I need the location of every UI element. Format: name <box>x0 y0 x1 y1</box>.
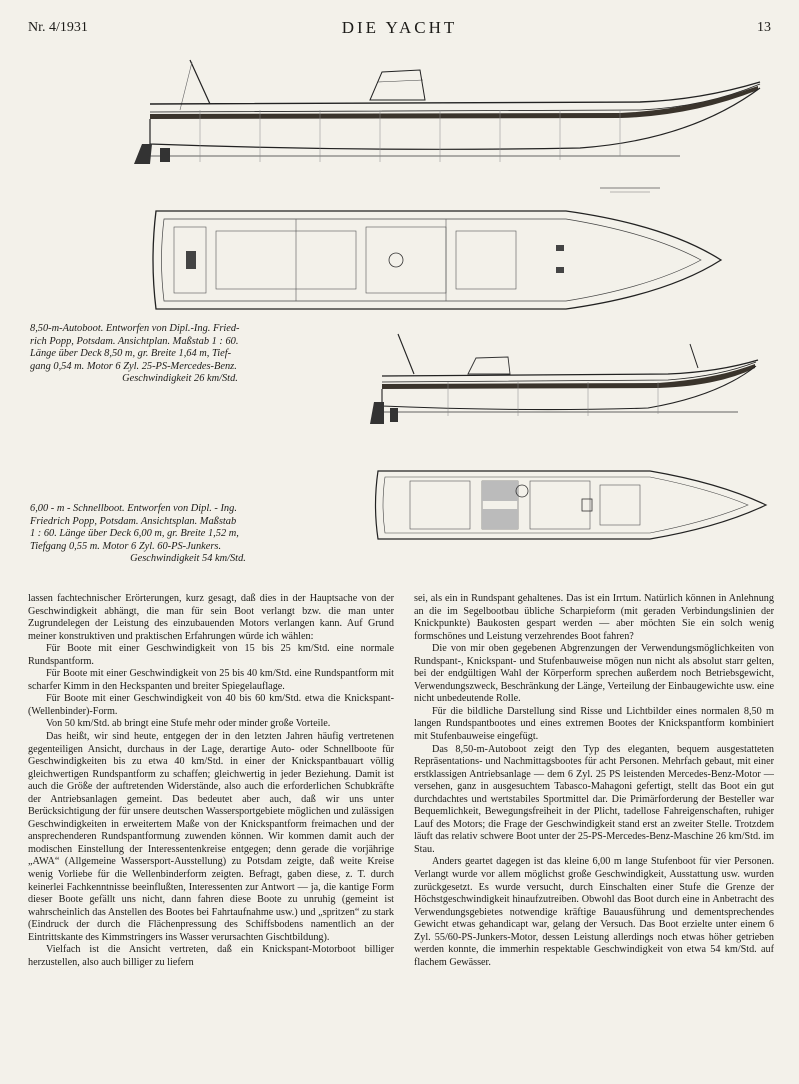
issue-number: Nr. 4/1931 <box>28 20 88 35</box>
article-column-right <box>414 593 774 969</box>
caption-line: Tiefgang 0,55 m. Motor 6 Zyl. 60-PS-Junkers. <box>30 540 222 552</box>
page-number: 13 <box>757 20 771 35</box>
paragraph: lassen fachtechnischer Erörterungen, kurz gesagt, daß dies in der Hauptsache von der Geschwindigkeit abhängt, die man für sein Boot verlangt bzw. die man unter Zugrundelegen der Leistung des einzubauenden Motors verlangen kann. Auf Grund meiner konstruktiven und praktischen Erfahrungen würde ich wählen: <box>28 593 394 642</box>
boat2-caption <box>30 503 346 566</box>
caption-line: rich Popp, Potsdam. Ansichtplan. Maßstab 1 : 60. <box>30 335 239 347</box>
paragraph: Das 8,50-m-Autoboot zeigt den Typ des eleganten, bequem ausgestatteten Repräsentations- und Nachmittagsbootes für acht Personen. Mehrfach gebaut, mit einer erstklassigen Antriebsanlage — dem 6 Zyl. 25 PS leistenden Mercedes-Benz-Motor — versehen, ganz in ausgesuchtem Tabasco-Mahagoni gefertigt, stellt das Boot ein gut durchdachtes und wertstabiles Sportmittel dar. Die Primärforderung der Besteller war Bequemlichkeit, Bewegungsfreiheit in der Plicht, tadellose Fahreigenschaften, ruhiger Lauf des Motors; die Frage der Geschwindigkeit stand erst an zweiter Stelle. Trotzdem läuft das relativ schwere Boot unter der 25-PS-Mercedes-Benz-Maschine 26 km/Std. im Stau. <box>414 743 774 855</box>
boat1-profile-drawing <box>120 52 780 202</box>
paragraph: Für Boote mit einer Geschwindigkeit von 25 bis 40 km/Std. eine Rundspantform mit scharfer Kimm in den Heckspanten und breiter Spiegelauflage. <box>28 668 394 692</box>
caption-line: 6,00 - m - Schnellboot. Entworfen von Dipl. - Ing. <box>30 503 237 514</box>
paragraph: Für Boote mit einer Geschwindigkeit von 40 bis 60 km/Std. etwa die Knickspant-(Wellenbinder)-Form. <box>28 693 394 717</box>
article-column-left <box>28 593 394 969</box>
paragraph: sei, als ein in Rundspant gehaltenes. Das ist ein Irrtum. Natürlich können in Anlehnung an die im Segelbootbau übliche Scharpieform (mit geraden Verbindungslinien der Knickpunkte) Baukosten gespart werden — aber möchten Sie ein solch wenig formschönes und Leistung verzehrendes Boot fahren? <box>414 593 774 642</box>
boat2-profile-drawing <box>368 330 768 440</box>
caption-line: Länge über Deck 8,50 m, gr. Breite 1,64 m, Tief- <box>30 348 232 360</box>
boat2-plan-drawing <box>370 465 770 545</box>
caption-line: 8,50-m-Autoboot. Entworfen von Dipl.-Ing. Fried- <box>30 323 240 334</box>
boat1-caption <box>30 323 330 386</box>
paragraph: Das heißt, wir sind heute, entgegen der in den letzten Jahren häufig vertretenen gegenteiligen Ansicht, durchaus in der Lage, derartige Auto- oder Schnellboote für Geschwindigkeiten bis zu etwa 40 km/Std. in einer der Knickspantbauart völlig gleichwertigen Rundspantform zu schaffen; gleichwertig in jeder Beziehung. Damit ist auch die Größe der auftretenden Widerstände, also auch die erforderlichen Schubkräfte der Antriebsanlagen gemeint. Das bedeutet aber auch, daß wir uns unter Berücksichtigung der für unsere deutschen Wassersportgebiete möglichen und zulässigen Geschwindigkeiten in erweitertem Maße von der Knickspantform freimachen und der ansprechenderen Rundspantformung zuwenden können. Wir kommen damit auch der modischen Einstellung der Interessentenkreise entgegen; denn gerade die vorjährige „AWA“ (Allgemeine Wassersport-Ausstellung) zu Potsdam zeigte, daß weite Kreise wenig Vorliebe für die Wellenbinderform zeigten. Befragt, gaben diese, z. T. durch keinerlei Fachkenntnisse beeinflußten, Interessenten zur Antwort — ja, die kantige Form dieser Boote gefällt uns nicht, dann fahren diese Boote zu unruhig (gemeint ist wahrscheinlich das Anstellen des Bootes bei Fahrtaufnahme usw.) und „spritzen“ zu stark (Eindruck der durch die Flächenpressung des Schiffsbodens namentlich an der Eintrittskante des Kimmstringers ins Wasser verursachten Gischtbildung). <box>28 731 394 943</box>
magazine-title: DIE YACHT <box>341 18 458 37</box>
caption-line: Geschwindigkeit 54 km/Std. <box>130 553 246 565</box>
paragraph: Anders geartet dagegen ist das kleine 6,00 m lange Stufenboot für vier Personen. Verlangt wurde vor allem möglichst große Geschwindigkeit, Ausstattung usw. wurden zurückgesetzt. Es wurde versucht, durch Einschalten einer Stufe die Grenze der Höchstgeschwindigkeit hinaufzutreiben. Obwohl das Boot durch eine in Anbetracht des Verwendungsgebietes notwendige kräftige Bauausführung und dementsprechendes Gewicht etwas gehandicapt war, gelang der Versuch. Das Boot erzielte unter einem 6 Zyl. 55/60-PS-Junkers-Motor, dessen Leistung allerdings noch etwas höher getrieben werden konnte, die immerhin respektable Geschwindigkeit von etwa 54 km/Std. auf flachem Gewässer. <box>414 856 774 968</box>
paragraph: Vielfach ist die Ansicht vertreten, daß ein Knickspant-Motorboot billiger herzustellen, also auch billiger zu liefern <box>28 944 394 968</box>
running-header <box>0 18 799 40</box>
boat1-plan-drawing <box>146 205 726 315</box>
paragraph: Für die bildliche Darstellung sind Risse und Lichtbilder eines normalen 8,50 m langen Rundspantbootes und eines extremen Bootes der Knickspantform kombiniert mit Stufenbauweise eingefügt. <box>414 705 774 743</box>
caption-line: gang 0,54 m. Motor 6 Zyl. 25-PS-Mercedes-Benz. <box>30 360 237 372</box>
paragraph: Für Boote mit einer Geschwindigkeit von 15 bis 25 km/Std. eine normale Rundspantform. <box>28 643 394 667</box>
caption-line: 1 : 60. Länge über Deck 6,00 m, gr. Breite 1,52 m, <box>30 528 239 540</box>
caption-line: Geschwindigkeit 26 km/Std. <box>122 373 238 385</box>
paragraph: Die von mir oben gegebenen Abgrenzungen der Verwendungsmöglichkeiten von Rundspant-, Knickspant- und Stufenbauweise mögen nun nicht als absolut starr gelten, bei der endgültigen Wahl der Körperform sprechen außerdem noch Betriebsgewicht, Verwendungszweck, Beschränkung der Länge, Verteilung der Einbaugewichte usw. eine nicht unbedeutende Rolle. <box>414 643 774 705</box>
paragraph: Von 50 km/Std. ab bringt eine Stufe mehr oder minder große Vorteile. <box>46 718 331 730</box>
caption-line: Friedrich Popp, Potsdam. Ansichtsplan. Maßstab <box>30 515 237 527</box>
